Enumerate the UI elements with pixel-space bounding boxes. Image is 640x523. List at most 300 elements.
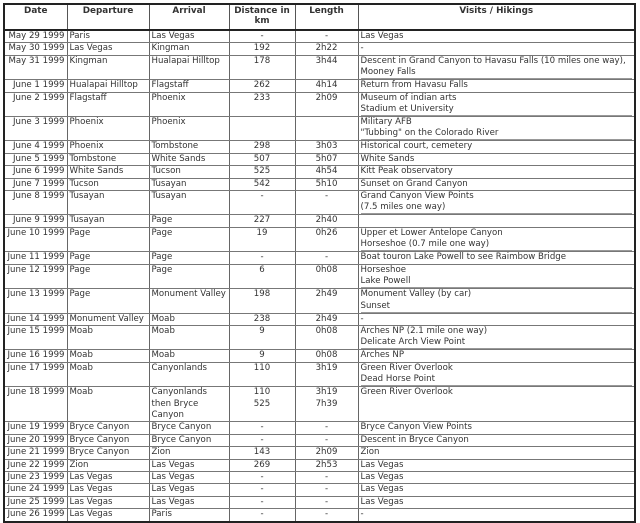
cell-visits-text: Sunset on Grand Canyon — [360, 178, 468, 189]
cell-distance-text: - — [260, 496, 264, 507]
cell-departure — [67, 362, 149, 386]
table-row — [4, 264, 635, 288]
table-row — [4, 252, 635, 264]
cell-visits-text: Las Vegas — [360, 484, 404, 495]
cell-date-text: June 7 1999 — [12, 178, 65, 189]
cell-visits-text: Boat touron Lake Powell to see Raimbow Bridge — [360, 252, 567, 263]
cell-visits — [358, 191, 635, 215]
cell-date — [4, 496, 67, 508]
cell-visits-text: Museum of indian arts — [360, 92, 457, 103]
cell-date-text: June 11 1999 — [7, 252, 65, 263]
cell-arrival — [149, 387, 229, 422]
cell-distance — [229, 325, 295, 349]
cell-distance — [229, 252, 295, 264]
table-row — [4, 178, 635, 190]
header-visits: Visits / Hikings — [358, 4, 635, 30]
cell-visits — [358, 362, 635, 386]
table-row — [4, 484, 635, 496]
table-row — [4, 325, 635, 349]
cell-arrival — [149, 325, 229, 349]
cell-departure — [67, 350, 149, 362]
cell-distance-text: 143 — [253, 447, 271, 458]
table-body — [4, 30, 635, 522]
cell-departure-text: Tusayan — [69, 191, 105, 202]
cell-arrival — [149, 264, 229, 288]
cell-length — [295, 80, 358, 92]
cell-length — [295, 496, 358, 508]
cell-visits-line-2: Horseshoe (0.7 mile one way) — [361, 239, 633, 251]
cell-date-text: June 17 1999 — [7, 362, 65, 373]
cell-length-text: - — [324, 496, 329, 507]
cell-departure-text: Las Vegas — [69, 509, 113, 520]
cell-arrival-text: Las Vegas — [151, 459, 195, 470]
cell-length — [295, 387, 358, 422]
cell-length-text: 2h09 — [315, 92, 338, 103]
cell-visits-line-2: Stadium et University — [361, 104, 633, 116]
cell-arrival — [149, 92, 229, 116]
cell-distance — [229, 313, 295, 325]
cell-departure-text: Kingman — [69, 55, 108, 66]
cell-arrival — [149, 350, 229, 362]
cell-arrival-text: Canyonlands — [151, 387, 208, 398]
cell-arrival — [149, 227, 229, 251]
cell-arrival — [149, 289, 229, 313]
cell-date — [4, 117, 67, 141]
table-row — [4, 459, 635, 471]
cell-arrival — [149, 55, 229, 79]
cell-arrival-text: Tusayan — [151, 178, 187, 189]
cell-arrival — [149, 509, 229, 522]
cell-arrival — [149, 252, 229, 264]
cell-visits — [358, 459, 635, 471]
cell-departure-text: White Sands — [69, 166, 124, 177]
cell-visits — [358, 313, 635, 325]
cell-length-text: 2h49 — [315, 289, 338, 300]
cell-visits-text: Las Vegas — [360, 471, 404, 482]
cell-length-text: 3h03 — [315, 141, 338, 152]
cell-length — [295, 471, 358, 483]
cell-departure — [67, 55, 149, 79]
cell-arrival-text: Bryce Canyon — [151, 434, 212, 445]
cell-arrival — [149, 141, 229, 153]
cell-visits — [358, 509, 635, 522]
cell-arrival-text: Zion — [151, 447, 171, 458]
table-row — [4, 362, 635, 386]
cell-visits-text: - — [360, 509, 364, 520]
table-row — [4, 43, 635, 55]
cell-visits-text: Upper et Lower Antelope Canyon — [360, 227, 503, 238]
cell-arrival — [149, 80, 229, 92]
cell-distance — [229, 227, 295, 251]
cell-length — [295, 350, 358, 362]
cell-visits-text: Arches NP (2.1 mile one way) — [360, 325, 488, 336]
cell-departure-text: Las Vegas — [69, 484, 113, 495]
cell-length-text: - — [324, 434, 329, 445]
cell-visits-line-2: Sunset — [361, 301, 633, 313]
cell-arrival-text: Phoenix — [151, 117, 186, 128]
cell-departure — [67, 509, 149, 522]
cell-date — [4, 471, 67, 483]
cell-departure — [67, 252, 149, 264]
table-row — [4, 422, 635, 434]
cell-distance — [229, 509, 295, 522]
cell-date — [4, 252, 67, 264]
cell-date — [4, 422, 67, 434]
cell-distance — [229, 43, 295, 55]
cell-distance — [229, 55, 295, 79]
cell-visits — [358, 484, 635, 496]
cell-arrival-line-3: Canyon — [151, 409, 185, 420]
cell-visits — [358, 289, 635, 313]
cell-length — [295, 117, 358, 141]
cell-arrival-text: Page — [151, 227, 173, 238]
cell-date — [4, 313, 67, 325]
cell-visits — [358, 496, 635, 508]
cell-departure-text: Las Vegas — [69, 43, 113, 54]
cell-departure — [67, 289, 149, 313]
cell-visits-text: Las Vegas — [360, 496, 404, 507]
cell-date-text: June 13 1999 — [7, 289, 65, 300]
cell-date — [4, 215, 67, 227]
cell-date-text: June 14 1999 — [7, 313, 65, 324]
cell-visits-text: Kitt Peak observatory — [360, 166, 453, 177]
cell-distance — [229, 422, 295, 434]
cell-distance — [229, 447, 295, 459]
cell-length-text: 3h19 — [315, 362, 338, 373]
cell-date-text: June 15 1999 — [7, 325, 65, 336]
cell-length — [295, 313, 358, 325]
cell-arrival — [149, 313, 229, 325]
cell-arrival — [149, 362, 229, 386]
cell-length-text: 4h54 — [315, 166, 338, 177]
cell-departure — [67, 227, 149, 251]
cell-visits-line-2: (7.5 miles one way) — [361, 202, 633, 214]
cell-distance — [229, 289, 295, 313]
cell-arrival — [149, 496, 229, 508]
cell-visits — [358, 422, 635, 434]
cell-visits-line-2: Mooney Falls — [361, 67, 633, 79]
table-row — [4, 313, 635, 325]
cell-visits-text: Green River Overlook — [360, 362, 453, 373]
cell-date-text: June 6 1999 — [12, 166, 65, 177]
cell-distance — [229, 141, 295, 153]
cell-departure-text: Flagstaff — [69, 92, 107, 103]
cell-arrival — [149, 191, 229, 215]
cell-length — [295, 447, 358, 459]
cell-date-text: June 25 1999 — [7, 496, 65, 507]
cell-distance — [229, 434, 295, 446]
cell-length — [295, 92, 358, 116]
cell-arrival-line-2: then Bryce — [151, 398, 199, 409]
cell-departure — [67, 459, 149, 471]
cell-arrival-text: Las Vegas — [151, 496, 195, 507]
cell-length-text: 3h19 — [315, 387, 338, 398]
cell-length-text: 2h22 — [315, 43, 338, 54]
cell-departure — [67, 166, 149, 178]
header-distance: Distance in km — [229, 4, 295, 30]
cell-date — [4, 227, 67, 251]
cell-visits — [358, 252, 635, 264]
cell-visits-text: Descent in Grand Canyon to Havasu Falls (10 miles one way), — [360, 55, 626, 66]
cell-distance — [229, 80, 295, 92]
cell-visits-text: Las Vegas — [360, 31, 404, 41]
cell-visits — [358, 215, 635, 227]
cell-date-text: June 20 1999 — [7, 434, 65, 445]
cell-length — [295, 289, 358, 313]
table-row — [4, 215, 635, 227]
cell-length-text: 0h26 — [315, 227, 338, 238]
cell-departure — [67, 43, 149, 55]
cell-length — [295, 166, 358, 178]
cell-distance — [229, 117, 295, 141]
cell-departure-text: Moab — [69, 325, 93, 336]
cell-departure-text: Monument Valley — [69, 313, 144, 324]
cell-arrival-text: Bryce Canyon — [151, 422, 212, 433]
cell-length — [295, 30, 358, 43]
cell-visits-line-2: Delicate Arch View Point — [361, 337, 633, 349]
header-arrival: Arrival — [149, 4, 229, 30]
cell-date-text: June 1 1999 — [12, 80, 65, 91]
cell-arrival — [149, 447, 229, 459]
cell-arrival-text: Hualapai Hilltop — [151, 55, 220, 66]
cell-date-text: June 18 1999 — [7, 387, 65, 398]
cell-distance — [229, 362, 295, 386]
cell-distance-text: - — [260, 191, 264, 202]
cell-departure — [67, 484, 149, 496]
cell-departure-text: Page — [69, 264, 91, 275]
cell-date-text: June 16 1999 — [7, 350, 65, 361]
cell-arrival-text: Moab — [151, 313, 175, 324]
cell-date — [4, 325, 67, 349]
cell-visits-text: White Sands — [360, 153, 415, 164]
cell-visits-text: Bryce Canyon View Points — [360, 422, 472, 433]
table-row — [4, 166, 635, 178]
cell-arrival-text: Page — [151, 264, 173, 275]
table-row — [4, 80, 635, 92]
cell-distance-line-2: 525 — [253, 398, 271, 409]
cell-date — [4, 289, 67, 313]
cell-length — [295, 215, 358, 227]
cell-distance — [229, 459, 295, 471]
cell-arrival-text: Phoenix — [151, 92, 186, 103]
cell-visits-text: - — [360, 313, 364, 324]
header-date: Date — [4, 4, 67, 30]
cell-departure-text: Bryce Canyon — [69, 422, 130, 433]
cell-length — [295, 252, 358, 264]
cell-length — [295, 227, 358, 251]
cell-date-text: June 4 1999 — [12, 141, 65, 152]
cell-date-text: June 22 1999 — [7, 459, 65, 470]
cell-visits — [358, 141, 635, 153]
cell-distance — [229, 484, 295, 496]
cell-departure — [67, 80, 149, 92]
cell-date-text: May 31 1999 — [8, 55, 65, 66]
cell-arrival-text: Page — [151, 252, 173, 263]
cell-arrival — [149, 471, 229, 483]
cell-length-text: 5h07 — [315, 153, 338, 164]
cell-distance — [229, 215, 295, 227]
cell-date — [4, 30, 67, 43]
cell-departure-text: Tusayan — [69, 215, 105, 226]
cell-departure — [67, 325, 149, 349]
cell-visits — [358, 166, 635, 178]
cell-distance — [229, 350, 295, 362]
cell-visits — [358, 350, 635, 362]
cell-date-text: June 21 1999 — [7, 447, 65, 458]
cell-distance-text: 178 — [253, 55, 271, 66]
cell-visits — [358, 227, 635, 251]
cell-distance — [229, 496, 295, 508]
cell-visits — [358, 325, 635, 349]
table-row — [4, 117, 635, 141]
cell-visits — [358, 178, 635, 190]
cell-arrival-text: Kingman — [151, 43, 190, 54]
cell-visits-text: Military AFB — [360, 117, 412, 128]
cell-arrival — [149, 166, 229, 178]
cell-length — [295, 422, 358, 434]
cell-date — [4, 55, 67, 79]
cell-arrival — [149, 178, 229, 190]
cell-distance-text: 19 — [256, 227, 268, 238]
cell-length-text: 2h40 — [315, 215, 338, 226]
cell-length — [295, 509, 358, 522]
cell-departure — [67, 30, 149, 43]
cell-date — [4, 484, 67, 496]
cell-length-text: 0h08 — [315, 350, 338, 361]
cell-date-text: June 24 1999 — [7, 484, 65, 495]
cell-length-text: - — [324, 252, 329, 263]
cell-length-text: 2h49 — [315, 313, 338, 324]
cell-arrival-text: Moab — [151, 350, 175, 361]
cell-departure — [67, 471, 149, 483]
cell-departure — [67, 178, 149, 190]
table-row — [4, 434, 635, 446]
cell-date-text: June 19 1999 — [7, 422, 65, 433]
cell-date — [4, 166, 67, 178]
cell-distance-text: - — [260, 252, 264, 263]
cell-departure — [67, 215, 149, 227]
cell-arrival-text: Las Vegas — [151, 31, 195, 41]
cell-date — [4, 92, 67, 116]
cell-arrival — [149, 215, 229, 227]
cell-departure — [67, 434, 149, 446]
cell-length-text: 2h53 — [315, 459, 338, 470]
cell-date — [4, 459, 67, 471]
cell-date — [4, 191, 67, 215]
table-row — [4, 30, 635, 43]
cell-visits-text: - — [360, 43, 364, 54]
cell-distance-text: 238 — [253, 313, 271, 324]
cell-visits-line-2: Lake Powell — [361, 276, 633, 288]
cell-distance — [229, 471, 295, 483]
table-row — [4, 153, 635, 165]
cell-visits — [358, 30, 635, 43]
cell-length — [295, 141, 358, 153]
cell-length-text: 0h08 — [315, 264, 338, 275]
cell-length — [295, 325, 358, 349]
cell-length — [295, 264, 358, 288]
cell-visits-line-2: "Tubbing" on the Colorado River — [361, 128, 633, 140]
cell-date — [4, 350, 67, 362]
cell-distance-text: 9 — [259, 325, 265, 336]
cell-arrival-text: Canyonlands — [151, 362, 208, 373]
cell-distance-text: 110 — [253, 362, 271, 373]
cell-visits-text: Green River Overlook — [360, 387, 453, 398]
cell-length — [295, 191, 358, 215]
cell-distance — [229, 178, 295, 190]
cell-departure-text: Las Vegas — [69, 496, 113, 507]
header-length: Length — [295, 4, 358, 30]
cell-departure — [67, 447, 149, 459]
cell-distance-text: - — [260, 509, 264, 520]
cell-visits-line-2: Dead Horse Point — [361, 374, 633, 386]
table-row — [4, 227, 635, 251]
cell-arrival-text: Flagstaff — [151, 80, 189, 91]
cell-length-text: - — [324, 484, 329, 495]
cell-distance-text: 198 — [253, 289, 271, 300]
cell-distance-text: 9 — [259, 350, 265, 361]
cell-visits-text: Descent in Bryce Canyon — [360, 434, 469, 445]
cell-arrival — [149, 153, 229, 165]
cell-date-text: June 9 1999 — [12, 215, 65, 226]
cell-departure — [67, 92, 149, 116]
cell-visits — [358, 153, 635, 165]
cell-distance-text: 269 — [253, 459, 271, 470]
cell-date — [4, 434, 67, 446]
table-row — [4, 447, 635, 459]
cell-date-text: June 3 1999 — [12, 117, 65, 128]
cell-departure-text: Bryce Canyon — [69, 447, 130, 458]
cell-departure — [67, 153, 149, 165]
header-row — [4, 4, 635, 30]
cell-date-text: June 26 1999 — [7, 509, 65, 520]
cell-arrival — [149, 117, 229, 141]
cell-distance-text: - — [260, 471, 264, 482]
cell-date-text: June 10 1999 — [7, 227, 65, 238]
cell-departure — [67, 422, 149, 434]
cell-departure-text: Las Vegas — [69, 471, 113, 482]
cell-visits — [358, 55, 635, 79]
table-row — [4, 496, 635, 508]
cell-arrival-text: Tombstone — [151, 141, 199, 152]
cell-arrival — [149, 459, 229, 471]
cell-distance-text: 110 — [253, 387, 271, 398]
cell-distance-text: - — [260, 484, 264, 495]
cell-length — [295, 43, 358, 55]
cell-arrival — [149, 484, 229, 496]
cell-departure — [67, 264, 149, 288]
cell-distance — [229, 166, 295, 178]
table-row — [4, 471, 635, 483]
table-row — [4, 191, 635, 215]
cell-length-text: - — [324, 31, 329, 41]
cell-length — [295, 153, 358, 165]
cell-distance-text: 542 — [253, 178, 271, 189]
cell-length-text: 4h14 — [315, 80, 338, 91]
cell-length-text: - — [324, 422, 329, 433]
cell-distance-text: 507 — [253, 153, 271, 164]
cell-length-text: - — [324, 191, 329, 202]
cell-departure-text: Moab — [69, 362, 93, 373]
cell-length — [295, 484, 358, 496]
cell-length-text: - — [324, 509, 329, 520]
cell-date-text: June 8 1999 — [12, 191, 65, 202]
cell-distance-text: 192 — [253, 43, 271, 54]
cell-departure — [67, 496, 149, 508]
cell-arrival-text: Moab — [151, 325, 175, 336]
cell-length — [295, 362, 358, 386]
cell-distance-text: - — [260, 31, 264, 41]
